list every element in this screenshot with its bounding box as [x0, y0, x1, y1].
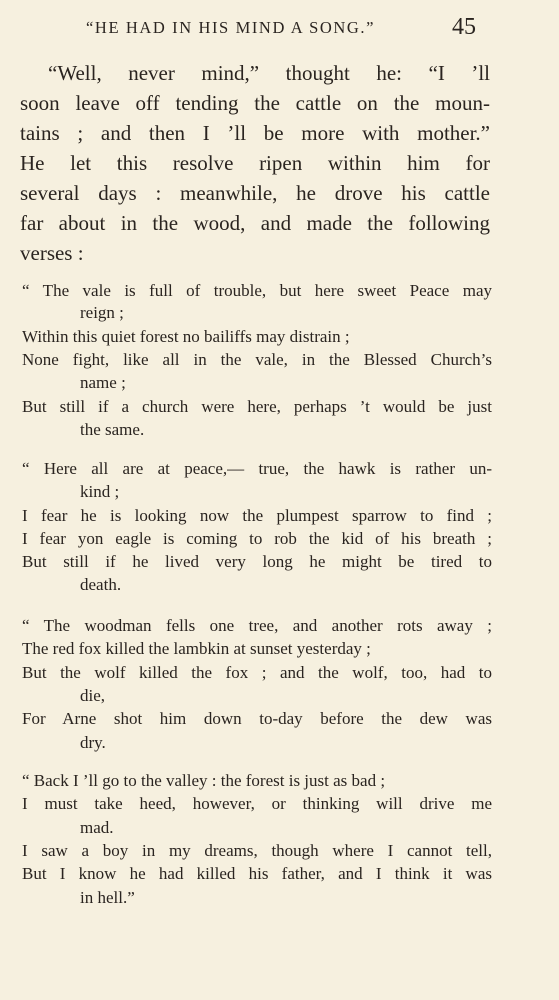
verse-line: The red fox killed the lambkin at sunset yesterday ;	[22, 639, 371, 658]
page-number: 45	[452, 14, 476, 40]
verse-line: But I know he had killed his father, and I think it was	[22, 864, 492, 883]
verse-line: name ;	[80, 373, 126, 392]
page-header	[0, 14, 559, 46]
verse-line: But the wolf killed the fox ; and the wolf, too, had to	[22, 663, 492, 682]
verse-line: But still if a church were here, perhaps ’t would be just	[22, 397, 492, 416]
prose-line: verses :	[20, 241, 84, 265]
running-head: “HE HAD IN HIS MIND A SONG.”	[86, 18, 376, 37]
prose-line: “Well, never mind,” thought he: “I ’ll	[48, 61, 490, 85]
verse-line: dry.	[80, 733, 106, 752]
prose-line: He let this resolve ripen within him for	[20, 151, 490, 175]
verse-line: But still if he lived very long he might be tired to	[22, 552, 492, 571]
verse-line: I fear he is looking now the plumpest sparrow to find ;	[22, 506, 492, 525]
verse-line: Within this quiet forest no bailiffs may distrain ;	[22, 327, 350, 346]
verse-line: death.	[80, 575, 122, 594]
verse-line: “ Here all are at peace,— true, the hawk is rather un-	[22, 459, 492, 478]
verse-line: I fear yon eagle is coming to rob the kid of his breath ;	[22, 529, 492, 548]
verse-line: “ The vale is full of trouble, but here sweet Peace may	[22, 281, 492, 300]
verse-line: kind ;	[80, 482, 120, 501]
verse-line: I must take heed, however, or thinking will drive me	[22, 794, 492, 813]
verse-line: None fight, like all in the vale, in the Blessed Church’s	[22, 350, 492, 369]
verse-line: “ The woodman fells one tree, and another rots away ;	[22, 616, 492, 635]
verse-line: mad.	[80, 818, 114, 837]
verse-line: in hell.”	[80, 888, 135, 907]
prose-line: tains ; and then I ’ll be more with mother.”	[20, 121, 490, 145]
prose-line: soon leave off tending the cattle on the moun-	[20, 91, 490, 115]
prose-line: several days : meanwhile, he drove his cattle	[20, 181, 490, 205]
verse-line: reign ;	[80, 303, 124, 322]
verse-line: the same.	[80, 420, 145, 439]
verse-line: “ Back I ’ll go to the valley : the forest is just as bad ;	[22, 771, 386, 790]
verse-line: die,	[80, 686, 106, 705]
verse-line: For Arne shot him down to-day before the dew was	[22, 709, 492, 728]
prose-line: far about in the wood, and made the following	[20, 211, 490, 235]
verse-line: I saw a boy in my dreams, though where I cannot tell,	[22, 841, 492, 860]
